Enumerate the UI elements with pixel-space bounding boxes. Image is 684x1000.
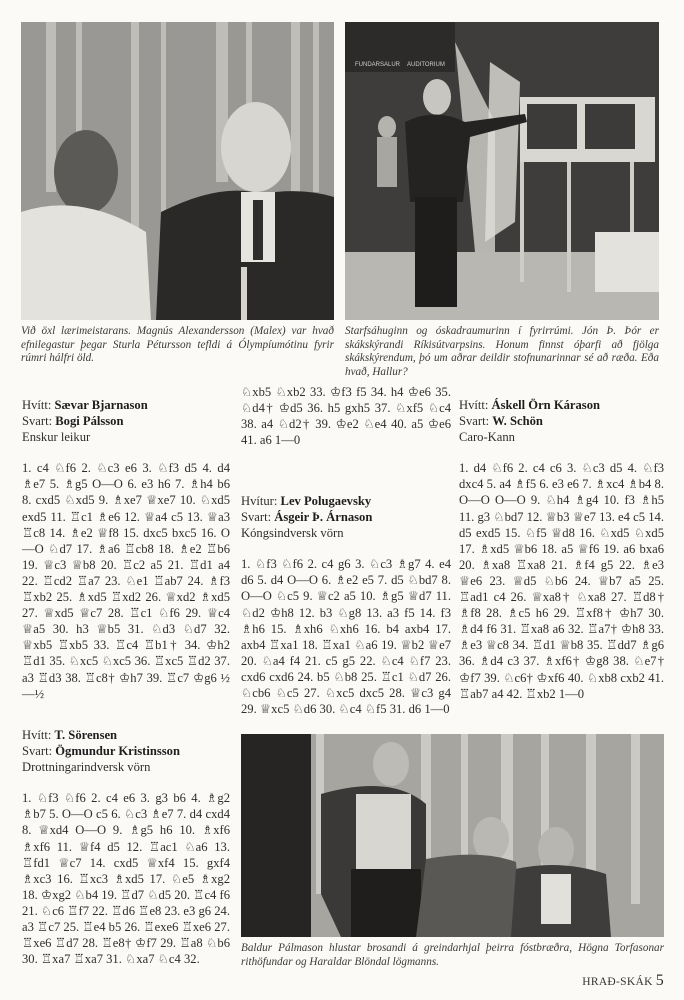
white-player: Áskell Örn Kárason (491, 398, 601, 412)
game-moves: 1. ♘f3 ♘f6 2. c4 g6 3. ♘c3 ♗g7 4. e4 d6 5. d4 O—O 6. ♗e2 e5 7. d5 ♘bd7 8. O—O ♘c5 9. ♕c2 a5 10. ♗g5 ♕d7 11. ♘d2 ♔h8 12. b3 ♘g8 13. a3 f5 14. f3 ♗h6 15. ♗xh6 ♘xh6 16. b4 axb4 17. axb4 ♖xa1 18. ♖xa1 ♘a6 19. ♕b2 ♕e7 20. ♘a4 f4 21. c5 g5 22. ♘c4 ♘f7 23. cxd6 cxd6 24. b5 ♘b8 25. ♖c1 ♘d7 26. ♘cb6 ♘c5 27. ♘xc5 dxc5 28. ♕c3 g4 29. ♕xc5 ♘d6 30. ♘c4 ♘f5 31. d6 1—0 (241, 557, 451, 717)
game-2-continued (241, 384, 451, 448)
white-player: Sævar Bjarnason (54, 398, 148, 412)
white-label: Hvítt: (459, 398, 489, 412)
sign-fundarsalur: FUNDARSALUR (355, 62, 401, 68)
magazine-name: HRAÐ-SKÁK (582, 976, 653, 988)
game-1 (22, 397, 230, 702)
caption-photo-3: Baldur Pálmason hlustar brosandi á greindarhjal þeirra fóstbræðra, Högna Torfasonar rithöfundar og Haraldar Blöndal lögmanns. (241, 942, 664, 968)
black-label: Svart: (22, 744, 53, 759)
game-4 (459, 397, 664, 702)
white-player: T. Sörensen (54, 728, 118, 742)
game-moves: 1. d4 ♘f6 2. c4 c6 3. ♘c3 d5 4. ♘f3 dxc4 5. a4 ♗f5 6. e3 e6 7. ♗xc4 ♗b4 8. O—O O—O 9. ♘h4 ♗g4 10. f3 ♗h5 11. g3 ♘bd7 12. ♕b3 ♕e7 13. e4 c5 14. d5 exd5 15. ♘f5 ♕d8 16. ♘xd5 ♘xd5 17. ♗xd5 ♕b6 18. a5 ♕f6 19. a6 bxa6 20. ♗xa8 ♖xa8 21. ♗f4 g5 22. ♗e3 ♕e6 23. ♕d5 ♘b6 24. ♕b7 a5 25. ♖ad1 c4 26. ♕xa8† ♘xa8 27. ♖d8† ♗f8 28. ♗c5 h6 29. ♖xf8† ♔h7 30. ♗d4 f6 31. ♖xa8 a6 32. ♖a7† ♔h8 33. ♗e3 ♕c8 34. ♖d1 ♕b8 35. ♖dd7 ♗g6 36. ♗d4 c3 37. ♗xf6† ♔g8 38. ♘e7† ♔f7 39. ♘c6† ♔xf6 40. ♘xb8 cxb2 41. ♖ab7 a4 42. ♖xb2 1—0 (459, 461, 664, 701)
game-2 (22, 727, 230, 967)
black-player: Ásgeir Þ. Árnason (274, 510, 373, 525)
opening-name: Enskur leikur (22, 430, 91, 445)
white-player-line (22, 397, 230, 413)
sign-auditorium: AUDITORIUM (407, 62, 445, 68)
black-player-line (22, 743, 230, 759)
black-player-line (22, 413, 230, 429)
white-player-line (241, 493, 451, 509)
white-player-line (22, 727, 230, 743)
caption-photo-2: Starfsáhuginn og óskadraumurinn í fyrirrúmi. Jón Þ. Þór er skákskýrandi Ríkisútvarpsins. Honum finnst óþarfi að fjölga skákskýrendum, þó um aðrar deildir stofnunarinnar sé að ræða. Eða hvað, Hallur? (345, 325, 659, 378)
opening-name: Drottningarindversk vörn (22, 760, 151, 775)
game-moves: 1. c4 ♘f6 2. ♘c3 e6 3. ♘f3 d5 4. d4 ♗e7 5. ♗g5 O—O 6. e3 h6 7. ♗h4 b6 8. cxd5 ♘xd5 9. ♗xe7 ♕xe7 10. ♘xd5 exd5 11. ♖c1 ♗e6 12. ♕a4 c5 13. ♕a3 ♖c8 14. ♗e2 ♕f8 15. dxc5 bxc5 16. O—O ♘d7 17. ♗a6 ♖cb8 18. ♗e2 ♖b6 19. ♕c3 ♕b8 20. ♖c2 a5 21. ♖d1 a4 22. ♖cd2 ♖a7 23. ♘e1 ♖ab7 24. ♗f3 ♖xb2 25. ♗xd5 ♖xd2 26. ♕xd2 ♗xd5 27. ♕xd5 ♕c7 28. ♖c1 ♘f6 29. ♕c4 ♕a5 30. h3 ♕b5 31. ♘d3 ♘d7 32. ♕xb5 ♖xb5 33. ♖c4 ♖b1† 34. ♔h2 ♖d1 35. ♘xc5 ♘xc5 36. ♖xc5 ♖d2 37. a3 ♖d3 38. ♖c8† ♔h7 39. ♖c7 ♔g6 ½—½ (22, 461, 230, 701)
caption-photo-1: Við öxl lærimeistarans. Magnús Alexandersson (Malex) var hvað efnilegastur þegar Sturla Pétursson tefldi á Ólympíumótinu fyrir rúmri hálfri öld. (21, 325, 334, 365)
opening-name: Kóngsindversk vörn (241, 526, 344, 541)
white-label: Hvítur: (241, 494, 278, 508)
photo-baldur-hogni-haraldur (241, 734, 664, 937)
white-label: Hvítt: (22, 398, 52, 412)
photo-malex-and-sturla (21, 22, 334, 320)
black-player: W. Schön (492, 414, 543, 429)
black-player: Ögmundur Kristinsson (55, 744, 180, 759)
white-player-line (459, 397, 664, 413)
white-label: Hvítt: (22, 728, 52, 742)
white-player: Lev Polugaevsky (280, 494, 372, 508)
black-player-line (459, 413, 664, 429)
opening-name: Caro-Kann (459, 430, 515, 445)
black-player: Bogi Pálsson (55, 414, 124, 429)
black-label: Svart: (241, 510, 272, 525)
black-label: Svart: (459, 414, 490, 429)
game-moves-continued: ♘xb5 ♘xb2 33. ♔f3 f5 34. h4 ♔e6 35. ♘d4† ♔d5 36. h5 gxh5 37. ♘xf5 ♘c4 38. a4 ♘d2† 39. ♔e2 ♘e4 40. a5 ♔e6 41. a6 1—0 (241, 385, 451, 448)
page-number: 5 (655, 972, 664, 989)
photo-jon-thor-demo-boards (345, 22, 659, 320)
black-player-line (241, 509, 451, 525)
game-3 (241, 493, 451, 717)
game-moves: 1. ♘f3 ♘f6 2. c4 e6 3. g3 b6 4. ♗g2 ♗b7 5. O—O c5 6. ♘c3 ♗e7 7. d4 cxd4 8. ♕xd4 O—O 9. ♗g5 h6 10. ♗xf6 ♗xf6 11. ♕f4 d5 12. ♖ac1 ♘a6 13. ♖fd1 ♕c7 14. cxd5 ♕xf4 15. gxf4 ♗xc3 16. ♖xc3 ♗xd5 17. ♘e5 ♗xg2 18. ♔xg2 ♘b4 19. ♖d7 ♘d5 20. ♖c4 f6 21. ♘c6 ♖f7 22. ♖d6 ♖e8 23. e3 g6 24. a3 ♖c7 25. ♖e4 b5 26. ♖exe6 ♖xe6 27. ♖xe6 ♖d7 28. ♖e8† ♔f7 29. ♖a8 ♘b6 30. ♖xa7 ♖xa7 31. ♘xa7 ♘c4 32. (22, 791, 230, 967)
black-label: Svart: (22, 414, 53, 429)
page-footer (582, 972, 664, 990)
